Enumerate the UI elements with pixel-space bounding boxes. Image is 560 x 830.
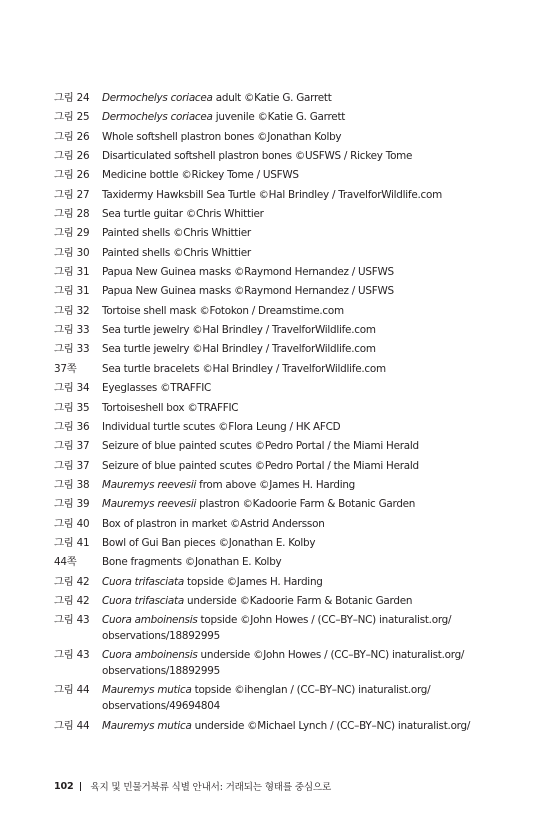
species-name: Cuora trifasciata [102, 575, 184, 588]
credit-description [102, 321, 524, 340]
credit-description [102, 553, 524, 572]
credit-text: Tortoiseshell box ©TRAFFIC [102, 401, 239, 414]
credit-text: Seizure of blue painted scutes ©Pedro Portal / the Miami Herald [102, 459, 419, 472]
credit-description [102, 534, 524, 553]
credit-description [102, 224, 524, 243]
credit-description [102, 340, 524, 359]
figure-reference: 그림 44 [54, 684, 90, 697]
page-number: 102 [54, 780, 74, 792]
credit-description [102, 89, 524, 108]
figure-reference: 그림 40 [54, 517, 90, 530]
credit-description [102, 399, 524, 418]
figure-reference: 그림 41 [54, 536, 90, 549]
credit-text: Eyeglasses ©TRAFFIC [102, 382, 212, 395]
credit-description [102, 418, 524, 437]
figure-reference: 그림 43 [54, 614, 90, 627]
figure-reference: 그림 38 [54, 478, 90, 491]
figure-reference: 그림 42 [54, 575, 90, 588]
figure-reference: 그림 43 [54, 649, 90, 662]
credit-description [102, 205, 524, 224]
credit-text: topside ©ihenglan / (CC–BY–NC) inaturalist.org/ observations/49694804 [102, 684, 431, 713]
figure-reference: 그림 25 [54, 111, 90, 124]
credit-text: Individual turtle scutes ©Flora Leung / HK AFCD [102, 420, 341, 433]
credit-text: Bone fragments ©Jonathan E. Kolby [102, 556, 282, 569]
credit-text: underside ©John Howes / (CC–BY–NC) inaturalist.org/ observations/18892995 [102, 649, 465, 678]
credit-description [102, 244, 524, 263]
species-name: Dermochelys coriacea [102, 111, 213, 124]
credit-text: Papua New Guinea masks ©Raymond Hernandez / USFWS [102, 266, 394, 279]
credit-row [54, 186, 524, 205]
figure-reference: 그림 42 [54, 594, 90, 607]
credit-row [54, 646, 524, 681]
credit-text: plastron ©Kadoorie Farm & Botanic Garden [196, 498, 416, 511]
credit-text: Sea turtle jewelry ©Hal Brindley / TravelforWildlife.com [102, 324, 376, 337]
credit-text: underside ©Michael Lynch / (CC–BY–NC) inaturalist.org/ [191, 719, 471, 732]
figure-reference: 그림 36 [54, 420, 90, 433]
credit-description [102, 457, 524, 476]
credit-row [54, 717, 524, 736]
figure-reference: 그림 34 [54, 382, 90, 395]
species-name: Cuora amboinensis [102, 649, 198, 662]
credit-text: Tortoise shell mask ©Fotokon / Dreamstime.com [102, 304, 344, 317]
figure-reference: 37쪽 [54, 362, 77, 375]
figure-reference: 그림 30 [54, 246, 90, 259]
figure-reference: 그림 29 [54, 227, 90, 240]
figure-reference: 그림 35 [54, 401, 90, 414]
credit-description [102, 495, 524, 514]
credit-description [102, 186, 524, 205]
credit-text: Box of plastron in market ©Astrid Andersson [102, 517, 325, 530]
credit-row [54, 515, 524, 534]
credit-description [102, 108, 524, 127]
figure-reference: 그림 26 [54, 169, 90, 182]
credit-description [102, 263, 524, 282]
credit-description [102, 573, 524, 592]
credit-description [102, 128, 524, 147]
credit-description [102, 515, 524, 534]
footer-divider [80, 782, 81, 791]
credit-row [54, 128, 524, 147]
figure-reference: 그림 39 [54, 498, 90, 511]
credit-row [54, 553, 524, 572]
credit-text: Seizure of blue painted scutes ©Pedro Portal / the Miami Herald [102, 440, 419, 453]
credit-row [54, 108, 524, 127]
credit-description [102, 379, 524, 398]
credit-text: Whole softshell plastron bones ©Jonathan Kolby [102, 130, 342, 143]
credit-row [54, 457, 524, 476]
figure-reference: 그림 24 [54, 92, 90, 104]
credit-text: Bowl of Gui Ban pieces ©Jonathan E. Kolby [102, 536, 316, 549]
credit-row [54, 244, 524, 263]
credit-text: Sea turtle jewelry ©Hal Brindley / TravelforWildlife.com [102, 343, 376, 356]
credit-description [102, 613, 524, 645]
species-name: Mauremys mutica [102, 684, 192, 697]
page-footer [54, 779, 331, 793]
credit-row [54, 476, 524, 495]
credit-description [102, 166, 524, 185]
photo-credits-list [54, 89, 524, 736]
species-name: Cuora trifasciata [102, 594, 184, 607]
credit-row [54, 611, 524, 646]
credit-text: juvenile ©Katie G. Garrett [212, 111, 346, 124]
credit-description [102, 648, 524, 680]
figure-reference: 그림 26 [54, 150, 90, 163]
credit-text: Taxidermy Hawksbill Sea Turtle ©Hal Brindley / TravelforWildlife.com [102, 188, 442, 201]
credit-text: topside ©James H. Harding [183, 575, 323, 588]
species-name: Mauremys mutica [102, 719, 192, 732]
credit-row [54, 360, 524, 379]
credit-row [54, 321, 524, 340]
credit-row [54, 495, 524, 514]
credit-row [54, 418, 524, 437]
credit-row [54, 340, 524, 359]
credit-description [102, 476, 524, 495]
figure-reference: 그림 27 [54, 188, 90, 201]
credit-row [54, 379, 524, 398]
species-name: Mauremys reevesii [102, 478, 197, 491]
credit-row [54, 437, 524, 456]
credit-text: Sea turtle guitar ©Chris Whittier [102, 208, 264, 221]
credit-row [54, 166, 524, 185]
credit-description [102, 360, 524, 379]
credit-row [54, 682, 524, 717]
figure-reference: 그림 28 [54, 208, 90, 221]
credit-text: Medicine bottle ©Rickey Tome / USFWS [102, 169, 299, 182]
credit-description [102, 147, 524, 166]
credit-text: adult ©Katie G. Garrett [212, 92, 332, 104]
credit-row [54, 205, 524, 224]
figure-reference: 그림 37 [54, 440, 90, 453]
figure-reference: 그림 26 [54, 130, 90, 143]
species-name: Cuora amboinensis [102, 614, 198, 627]
credit-description [102, 282, 524, 301]
credit-description [102, 592, 524, 611]
credit-text: Painted shells ©Chris Whittier [102, 227, 251, 240]
figure-reference: 그림 32 [54, 304, 90, 317]
credit-description [102, 717, 524, 736]
credit-row [54, 573, 524, 592]
credit-text: Painted shells ©Chris Whittier [102, 246, 251, 259]
credit-row [54, 224, 524, 243]
credit-description [102, 683, 524, 715]
figure-reference: 그림 31 [54, 266, 90, 279]
running-title: 육지 및 민물거북류 식별 안내서: 거래되는 형태를 중심으로 [90, 782, 332, 793]
credit-description [102, 437, 524, 456]
figure-reference: 그림 31 [54, 285, 90, 298]
credit-text: underside ©Kadoorie Farm & Botanic Garden [183, 594, 413, 607]
credit-row [54, 592, 524, 611]
credit-row [54, 147, 524, 166]
credit-row [54, 399, 524, 418]
credit-text: from above ©James H. Harding [196, 478, 356, 491]
credit-row [54, 263, 524, 282]
credit-text: Sea turtle bracelets ©Hal Brindley / TravelforWildlife.com [102, 362, 386, 375]
figure-reference: 그림 33 [54, 343, 90, 356]
species-name: Dermochelys coriacea [102, 92, 213, 104]
figure-reference: 그림 33 [54, 324, 90, 337]
figure-reference: 그림 44 [54, 719, 90, 732]
credit-text: Papua New Guinea masks ©Raymond Hernandez / USFWS [102, 285, 394, 298]
credit-row [54, 282, 524, 301]
credit-row [54, 302, 524, 321]
figure-reference: 44쪽 [54, 556, 77, 569]
species-name: Mauremys reevesii [102, 498, 197, 511]
credit-row [54, 534, 524, 553]
credit-text: Disarticulated softshell plastron bones ©USFWS / Rickey Tome [102, 150, 413, 163]
credit-text: topside ©John Howes / (CC–BY–NC) inaturalist.org/ observations/18892995 [102, 614, 452, 642]
credit-description [102, 302, 524, 321]
figure-reference: 그림 37 [54, 459, 90, 472]
credit-row [54, 89, 524, 108]
